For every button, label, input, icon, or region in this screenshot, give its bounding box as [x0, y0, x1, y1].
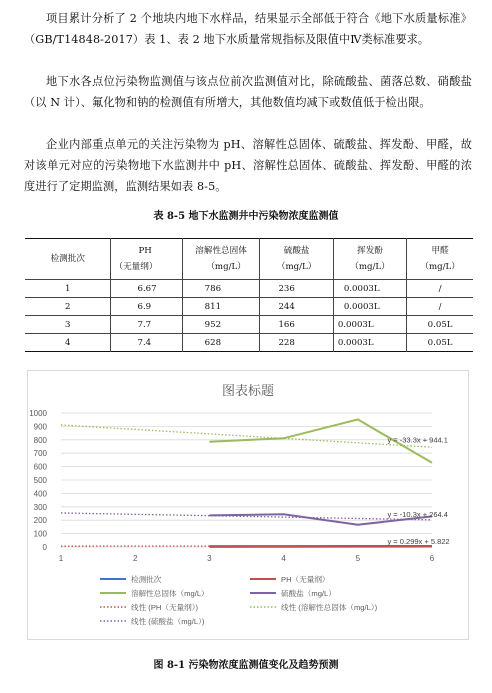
cell-formaldehyde: 0.05L [407, 316, 473, 334]
cell-sulfate: 166 [260, 316, 333, 334]
cell-ph: 7.4 [111, 334, 182, 352]
chart-canvas [28, 371, 468, 639]
y-tick-label: 1000 [29, 409, 47, 418]
x-tick-label: 4 [281, 554, 286, 563]
table-row [25, 298, 473, 316]
table-caption: 表 8-5 地下水监测井中污染物浓度监测值 [153, 211, 339, 222]
trendline-equation: y = -10.3x + 264.4 [387, 510, 448, 520]
legend-label: 线性 (硫酸盐（mg/L）) [131, 617, 205, 626]
trendline [61, 425, 432, 447]
y-tick-label: 400 [33, 489, 47, 499]
table-row [25, 316, 473, 334]
y-tick-label: 0 [42, 543, 47, 552]
legend-label: 线性 (PH（无量纲）) [131, 603, 199, 612]
cell-phenol: 0.0003L [333, 280, 406, 298]
header-formaldehyde: 甲醛 （mg/L） [407, 239, 473, 280]
cell-tds: 811 [182, 298, 260, 316]
cell-formaldehyde: / [407, 280, 473, 298]
table-row [25, 334, 473, 352]
cell-batch: 1 [25, 280, 111, 298]
y-tick-label: 900 [33, 422, 47, 432]
legend-label: 线性 (溶解性总固体（mg/L）) [281, 603, 378, 612]
legend-label: 硫酸盐（mg/L） [281, 589, 336, 598]
cell-tds: 952 [182, 316, 260, 334]
paragraph-groundwater-samples: 项目累计分析了 2 个地块内地下水样品，结果显示全部低于符合《地下水质量标准》（GB/T14848-2017）表 1、表 2 地下水质量常规指标及限值中Ⅳ类标准要求。 [24, 12, 472, 46]
figure-caption: 图 8-1 污染物浓度监测值变化及趋势预测 [153, 660, 339, 671]
legend-label: 检测批次 [131, 575, 162, 584]
header-ph: PH （无量纲） [111, 239, 182, 280]
cell-phenol: 0.0003L [333, 316, 406, 334]
table-header-row [25, 239, 473, 280]
cell-tds: 628 [182, 334, 260, 352]
x-tick-label: 6 [429, 554, 435, 563]
cell-sulfate: 244 [260, 298, 333, 316]
cell-batch: 4 [25, 334, 111, 352]
cell-batch: 3 [25, 316, 111, 334]
y-tick-label: 600 [33, 462, 47, 472]
cell-sulfate: 228 [260, 334, 333, 352]
header-batch: 检测批次 [25, 239, 111, 280]
header-phenol: 挥发酚 （mg/L） [333, 239, 406, 280]
cell-formaldehyde: 0.05L [407, 334, 473, 352]
cell-ph: 6.9 [111, 298, 182, 316]
y-tick-label: 300 [33, 502, 47, 512]
cell-formaldehyde: / [407, 298, 473, 316]
trendline-equation: y = 0.299x + 5.822 [387, 537, 450, 547]
x-tick-label: 3 [207, 554, 212, 563]
legend-label: 溶解性总固体（mg/L） [131, 589, 209, 598]
cell-phenol: 0.0003L [333, 334, 406, 352]
y-tick-label: 800 [33, 435, 47, 445]
header-tds: 溶解性总固体 （mg/L） [182, 239, 260, 280]
trend-chart [27, 370, 469, 640]
cell-phenol: 0.0003L [333, 298, 406, 316]
y-tick-label: 100 [33, 529, 47, 539]
x-tick-label: 2 [132, 554, 138, 563]
cell-ph: 6.67 [111, 280, 182, 298]
y-tick-label: 700 [33, 449, 47, 459]
monitoring-table [25, 238, 473, 352]
cell-tds: 786 [182, 280, 260, 298]
x-tick-label: 1 [58, 554, 64, 563]
cell-ph: 7.7 [111, 316, 182, 334]
cell-sulfate: 236 [260, 280, 333, 298]
x-tick-label: 5 [355, 554, 361, 563]
y-tick-label: 200 [33, 516, 47, 526]
trendline-equation: y = -33.3x + 944.1 [387, 435, 448, 445]
header-sulfate: 硫酸盐 （mg/L） [260, 239, 333, 280]
table-row [25, 280, 473, 298]
paragraph-comparison: 地下水各点位污染物监测值与该点位前次监测值对比，除硫酸盐、菌落总数、硝酸盐（以 N 计）、氟化物和钠的检测值有所增大，其他数值均减下或数值低于检出限。 [24, 75, 472, 109]
chart-title: 图表标题 [221, 383, 275, 398]
y-tick-label: 500 [33, 476, 47, 485]
paragraph-key-pollutants: 企业内部重点单元的关注污染物为 pH、溶解性总固体、硫酸盐、挥发酚、甲醛，故对该单元对应的污染物地下水监测井中 pH、溶解性总固体、硫酸盐、挥发酚、甲醛的浓度进行了定期监测，监测结果如表 8-5。 [24, 138, 472, 193]
legend-label: PH（无量纲） [281, 575, 330, 584]
cell-batch: 2 [25, 298, 111, 316]
